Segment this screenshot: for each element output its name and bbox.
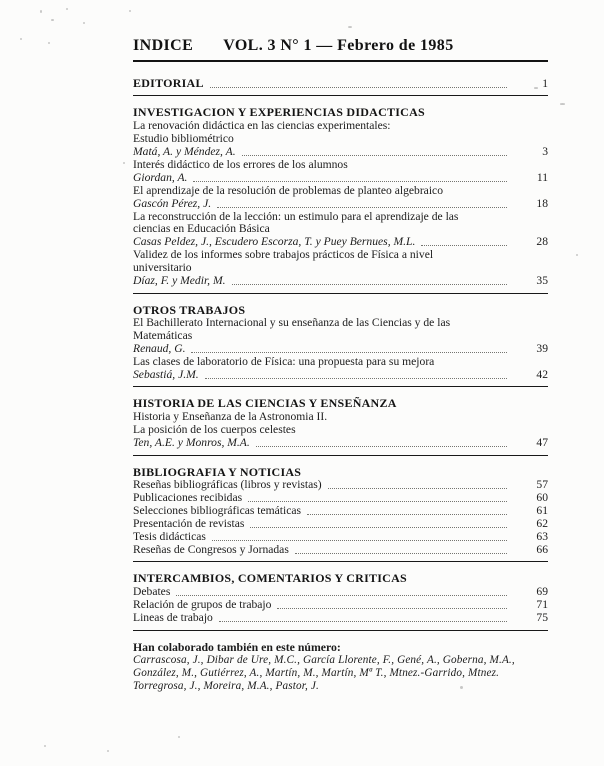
scan-artifact xyxy=(66,8,68,10)
section-divider xyxy=(133,386,548,387)
entry-title-line: Interés didáctico de los errores de los alumnos xyxy=(133,157,348,171)
scan-artifact xyxy=(129,10,131,12)
page-number: 60 xyxy=(536,491,548,505)
scan-artifact xyxy=(20,38,22,40)
contributors-heading: Han colaborado también en este número: xyxy=(133,639,341,654)
entry-leader-row xyxy=(133,544,548,557)
scan-artifact xyxy=(178,736,180,738)
entry-title-line: La reconstrucción de la lección: un estimulo para el aprendizaje de las xyxy=(133,209,459,223)
dotted-leader xyxy=(256,446,507,447)
page-number: 42 xyxy=(536,368,548,382)
entry-leader-row xyxy=(133,198,548,211)
toc-section xyxy=(133,572,548,625)
contributors xyxy=(133,641,548,694)
dotted-leader xyxy=(219,621,507,622)
toc-section xyxy=(133,304,548,382)
toc-entry xyxy=(133,120,548,159)
section-heading: HISTORIA DE LAS CIENCIAS Y ENSEÑANZA xyxy=(133,396,397,411)
toc-sections xyxy=(133,77,548,631)
toc-entry xyxy=(133,612,548,625)
entry-title-line: Historia y Enseñanza de la Astronomia II. xyxy=(133,410,328,424)
entry-leader-text: Díaz, F. y Medir, M. xyxy=(133,274,226,288)
page-number: 47 xyxy=(536,436,548,450)
toc-entry xyxy=(133,317,548,356)
entry-title-line: ciencias en Educación Básica xyxy=(133,222,270,236)
page-number: 18 xyxy=(536,196,548,210)
scan-artifact xyxy=(51,19,54,21)
entry-leader-row xyxy=(133,275,548,288)
dotted-leader xyxy=(328,488,507,489)
dotted-leader xyxy=(212,540,507,541)
dotted-leader xyxy=(250,527,507,528)
toc-section xyxy=(133,466,548,557)
page-number: 1 xyxy=(542,76,548,90)
entry-title-line: El aprendizaje de la resolución de problemas de planteo algebraico xyxy=(133,183,443,197)
entry-leader-text: Casas Peldez, J., Escudero Escorza, T. y Puey Bernues, M.L. xyxy=(133,235,416,249)
page-number: 66 xyxy=(536,543,548,556)
entry-title-line: Las clases de laboratorio de Física: una propuesta para su mejora xyxy=(133,355,435,369)
entry-title-line: La posición de los cuerpos celestes xyxy=(133,423,296,437)
page-number: 11 xyxy=(536,170,548,184)
toc-entry xyxy=(133,77,548,91)
contributors-line: Torregrosa, J., Moreira, M.A., Pastor, J. xyxy=(133,680,319,693)
page-number: 71 xyxy=(536,598,548,612)
entry-leader-row xyxy=(133,77,548,91)
entry-title-line: El Bachillerato Internacional y su enseñanza de las Ciencias y de las xyxy=(133,316,451,330)
page-number: 69 xyxy=(536,585,548,599)
dotted-leader xyxy=(295,553,507,554)
scan-artifact xyxy=(123,162,125,164)
toc-entry xyxy=(133,185,548,211)
page-number: 28 xyxy=(536,235,548,249)
dotted-leader xyxy=(232,284,507,285)
scan-artifact xyxy=(40,10,42,13)
page-number: 62 xyxy=(536,517,548,531)
toc-entry xyxy=(133,411,548,450)
dotted-leader xyxy=(193,181,507,182)
entry-leader-text: Tesis didácticas xyxy=(133,530,206,544)
section-heading: INTERCAMBIOS, COMENTARIOS Y CRITICAS xyxy=(133,571,407,586)
dotted-leader xyxy=(421,245,507,246)
entry-leader-text: EDITORIAL xyxy=(133,75,204,90)
title-volume: VOL. 3 N° 1 — Febrero de 1985 xyxy=(223,37,454,54)
entry-leader-text: Lineas de trabajo xyxy=(133,611,213,625)
contributors-line: Carrascosa, J., Dibar de Ure, M.C., García Llorente, F., Gené, A., Goberna, M.A., xyxy=(133,654,515,667)
section-divider xyxy=(133,95,548,96)
section-heading: BIBLIOGRAFIA Y NOTICIAS xyxy=(133,464,302,479)
entry-leader-text: Selecciones bibliográficas temáticas xyxy=(133,504,302,518)
page-number: 39 xyxy=(536,342,548,356)
entry-leader-row xyxy=(133,369,548,382)
entry-leader-text: Renaud, G. xyxy=(133,342,186,356)
scan-artifact xyxy=(560,103,565,105)
scan-artifact xyxy=(576,254,578,256)
section-heading: OTROS TRABAJOS xyxy=(133,302,246,317)
entry-title-line: Validez de los informes sobre trabajos prácticos de Física a nivel xyxy=(133,248,434,262)
page-number: 57 xyxy=(536,478,548,492)
entry-leader-text: Publicaciones recibidas xyxy=(133,491,243,505)
entry-leader-text: Sebastiá, J.M. xyxy=(133,368,199,382)
page-number: 61 xyxy=(536,504,548,518)
toc-section xyxy=(133,77,548,91)
entry-title-line: Matemáticas xyxy=(133,329,193,343)
entry-title-line: Estudio bibliométrico xyxy=(133,132,234,146)
page-number: 35 xyxy=(536,274,548,288)
scan-artifact xyxy=(44,745,46,747)
scan-artifact xyxy=(48,42,50,44)
page-number: 3 xyxy=(542,145,548,159)
entry-leader-text: Ten, A.E. y Monros, M.A. xyxy=(133,436,250,450)
entry-leader-text: Giordan, A. xyxy=(133,170,188,184)
toc-entry xyxy=(133,249,548,288)
scan-artifact xyxy=(348,26,352,28)
entry-leader-row xyxy=(133,146,548,159)
scan-artifact xyxy=(107,750,109,752)
toc-content xyxy=(133,37,548,693)
toc-entry xyxy=(133,159,548,185)
dotted-leader xyxy=(248,501,507,502)
title-indice: INDICE xyxy=(133,37,194,54)
entry-leader-row xyxy=(133,172,548,185)
contributors-line: González, M., Gutiérrez, A., Martín, M., Martín, Mª T., Mtnez.-Garrido, Mtnez. xyxy=(133,667,500,680)
toc-section xyxy=(133,106,548,288)
entry-leader-text: Presentación de revistas xyxy=(133,517,245,531)
toc-section xyxy=(133,397,548,450)
dotted-leader xyxy=(217,207,507,208)
section-divider xyxy=(133,455,548,456)
dotted-leader xyxy=(307,514,507,515)
entry-leader-text: Matá, A. y Méndez, A. xyxy=(133,145,236,159)
dotted-leader xyxy=(205,378,507,379)
entry-leader-row xyxy=(133,612,548,625)
toc-entry xyxy=(133,211,548,250)
page-number: 75 xyxy=(536,611,548,625)
toc-entry xyxy=(133,356,548,382)
dotted-leader xyxy=(242,155,507,156)
section-divider xyxy=(133,630,548,631)
page-number: 63 xyxy=(536,530,548,544)
entry-leader-text: Debates xyxy=(133,585,171,599)
dotted-leader xyxy=(277,608,507,609)
dotted-leader xyxy=(176,595,507,596)
entry-title-line: universitario xyxy=(133,261,192,275)
toc-entry xyxy=(133,544,548,557)
scan-artifact xyxy=(83,22,85,24)
entry-leader-row xyxy=(133,437,548,450)
entry-leader-text: Relación de grupos de trabajo xyxy=(133,598,272,612)
dotted-leader xyxy=(191,352,507,353)
section-divider xyxy=(133,561,548,562)
entry-leader-text: Reseñas bibliográficas (libros y revistas) xyxy=(133,478,322,492)
page-title xyxy=(133,37,548,62)
entry-title-line: La renovación didáctica en las ciencias experimentales: xyxy=(133,119,391,133)
section-heading: INVESTIGACION Y EXPERIENCIAS DIDACTICAS xyxy=(133,105,425,120)
dotted-leader xyxy=(210,87,507,88)
entry-leader-text: Reseñas de Congresos y Jornadas xyxy=(133,543,289,556)
section-divider xyxy=(133,293,548,294)
entry-leader-text: Gascón Pérez, J. xyxy=(133,196,212,210)
